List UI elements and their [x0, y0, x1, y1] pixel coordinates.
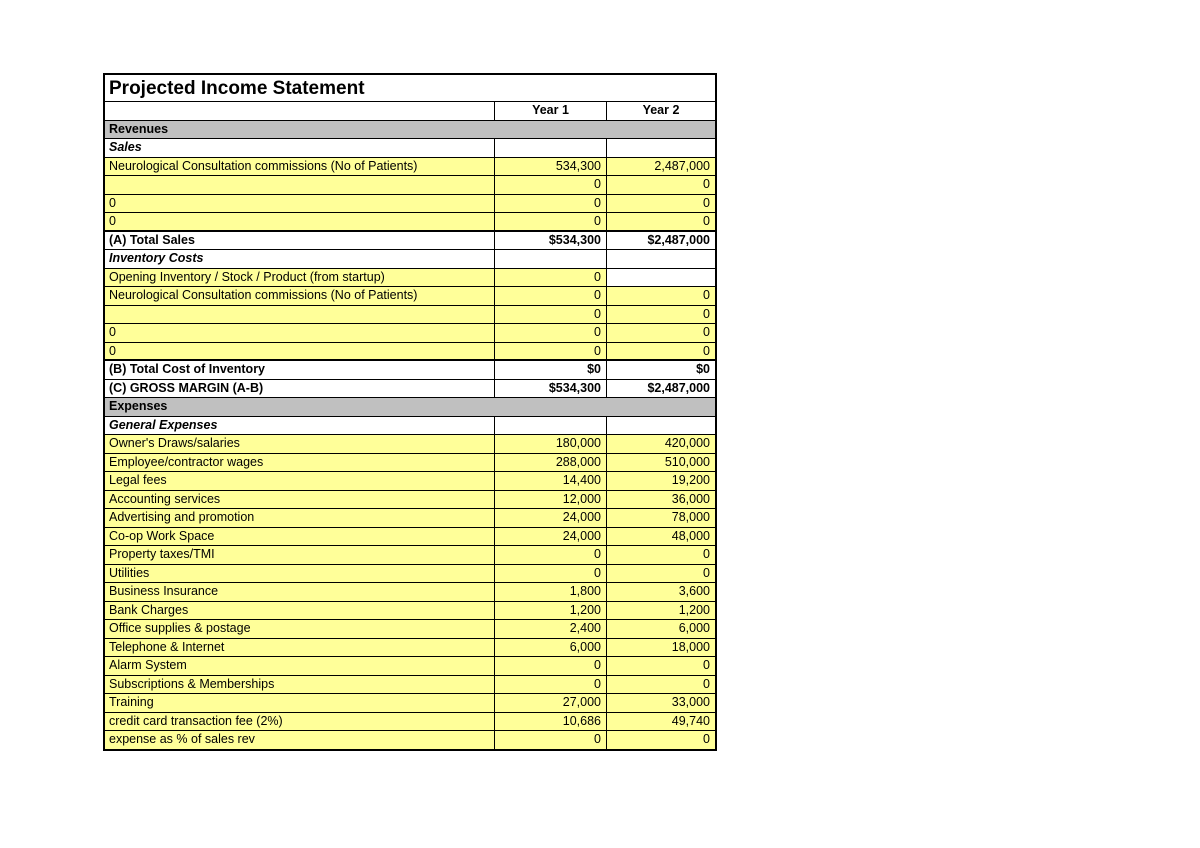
- table-row: [105, 546, 715, 565]
- row-label[interactable]: Neurological Consultation commissions (No of Patients): [105, 158, 495, 176]
- table-row: [105, 491, 715, 510]
- year2-value-cell: [607, 417, 715, 435]
- column-header-year1: Year 1: [495, 102, 607, 120]
- year1-value-cell[interactable]: 0: [495, 287, 607, 305]
- year1-value-cell[interactable]: 0: [495, 269, 607, 287]
- year2-value-cell[interactable]: 0: [607, 546, 715, 564]
- year2-value-cell[interactable]: 0: [607, 731, 715, 749]
- table-row: [105, 602, 715, 621]
- year1-value-cell[interactable]: 2,400: [495, 620, 607, 638]
- year2-value-cell: [607, 139, 715, 157]
- year1-value-cell[interactable]: 27,000: [495, 694, 607, 712]
- year2-value-cell[interactable]: 420,000: [607, 435, 715, 453]
- year2-value-cell[interactable]: 0: [607, 324, 715, 342]
- row-label[interactable]: Utilities: [105, 565, 495, 583]
- year1-value-cell[interactable]: 288,000: [495, 454, 607, 472]
- year1-value-cell[interactable]: 0: [495, 546, 607, 564]
- header-blank-cell: [105, 102, 495, 120]
- row-label: Sales: [105, 139, 495, 157]
- row-label[interactable]: 0: [105, 195, 495, 213]
- row-label[interactable]: Advertising and promotion: [105, 509, 495, 527]
- row-label[interactable]: Office supplies & postage: [105, 620, 495, 638]
- year1-value-cell[interactable]: 180,000: [495, 435, 607, 453]
- year2-value-cell[interactable]: 0: [607, 213, 715, 230]
- year1-value-cell[interactable]: 10,686: [495, 713, 607, 731]
- table-row: [105, 306, 715, 325]
- row-label[interactable]: Telephone & Internet: [105, 639, 495, 657]
- year2-value-cell[interactable]: 1,200: [607, 602, 715, 620]
- table-row: [105, 620, 715, 639]
- year1-value-cell: $534,300: [495, 380, 607, 398]
- row-label[interactable]: Alarm System: [105, 657, 495, 675]
- year1-value-cell[interactable]: 24,000: [495, 528, 607, 546]
- year1-value-cell[interactable]: 0: [495, 343, 607, 360]
- table-row: [105, 713, 715, 732]
- row-label[interactable]: Business Insurance: [105, 583, 495, 601]
- year2-value-cell: [607, 398, 715, 416]
- year2-value-cell[interactable]: 36,000: [607, 491, 715, 509]
- table-row: [105, 250, 715, 269]
- table-row: [105, 195, 715, 214]
- row-label: Revenues: [109, 121, 169, 136]
- sheet-title: Projected Income Statement: [105, 75, 715, 102]
- year2-value-cell[interactable]: 6,000: [607, 620, 715, 638]
- year2-value-cell[interactable]: 48,000: [607, 528, 715, 546]
- year2-value-cell[interactable]: 33,000: [607, 694, 715, 712]
- row-label[interactable]: Legal fees: [105, 472, 495, 490]
- row-label[interactable]: expense as % of sales rev: [105, 731, 495, 749]
- year2-value-cell[interactable]: 510,000: [607, 454, 715, 472]
- year1-value-cell[interactable]: 0: [495, 195, 607, 213]
- year2-value-cell: [607, 121, 715, 139]
- table-row: [105, 639, 715, 658]
- row-label[interactable]: Neurological Consultation commissions (No of Patients): [105, 287, 495, 305]
- year1-value-cell: [495, 139, 607, 157]
- row-label[interactable]: 0: [105, 343, 495, 360]
- column-header-row: [105, 102, 715, 121]
- table-row: [105, 158, 715, 177]
- row-label[interactable]: Bank Charges: [105, 602, 495, 620]
- table-row: [105, 731, 715, 750]
- row-label[interactable]: Training: [105, 694, 495, 712]
- year1-value-cell[interactable]: 0: [495, 657, 607, 675]
- row-label[interactable]: Subscriptions & Memberships: [105, 676, 495, 694]
- year2-value-cell[interactable]: 0: [607, 287, 715, 305]
- row-label[interactable]: 0: [105, 213, 495, 230]
- year1-value-cell: [495, 398, 607, 416]
- year2-value-cell[interactable]: 0: [607, 657, 715, 675]
- year1-value-cell: [495, 121, 607, 139]
- row-label[interactable]: Employee/contractor wages: [105, 454, 495, 472]
- year1-value-cell[interactable]: 12,000: [495, 491, 607, 509]
- year1-value-cell[interactable]: 24,000: [495, 509, 607, 527]
- year2-value-cell[interactable]: 0: [607, 676, 715, 694]
- year2-value-cell: $2,487,000: [607, 380, 715, 398]
- year2-value-cell: $0: [607, 361, 715, 379]
- row-label[interactable]: [105, 306, 495, 324]
- table-row: [105, 380, 715, 399]
- table-row: [105, 454, 715, 473]
- table-row: [105, 121, 715, 140]
- year1-value-cell[interactable]: 0: [495, 676, 607, 694]
- table-row: [105, 343, 715, 362]
- year1-value-cell[interactable]: 6,000: [495, 639, 607, 657]
- year2-value-cell[interactable]: 18,000: [607, 639, 715, 657]
- year1-value-cell[interactable]: 0: [495, 176, 607, 194]
- year2-value-cell[interactable]: 19,200: [607, 472, 715, 490]
- row-label: Expenses: [109, 399, 168, 413]
- table-row: [105, 509, 715, 528]
- year2-value-cell[interactable]: 0: [607, 343, 715, 360]
- year2-value-cell[interactable]: 78,000: [607, 509, 715, 527]
- table-row: [105, 565, 715, 584]
- table-row: [105, 361, 715, 380]
- table-row: [105, 324, 715, 343]
- table-row: [105, 139, 715, 158]
- year1-value-cell[interactable]: 0: [495, 324, 607, 342]
- year1-value-cell[interactable]: 14,400: [495, 472, 607, 490]
- row-label[interactable]: Accounting services: [105, 491, 495, 509]
- year1-value-cell: [495, 417, 607, 435]
- year1-value-cell[interactable]: 534,300: [495, 158, 607, 176]
- row-label[interactable]: [105, 176, 495, 194]
- year1-value-cell: $0: [495, 361, 607, 379]
- column-header-year2: Year 2: [642, 103, 680, 117]
- table-row: [105, 232, 715, 251]
- table-row: [105, 472, 715, 491]
- table-row: [105, 269, 715, 288]
- table-row: [105, 417, 715, 436]
- year2-value-cell[interactable]: 0: [607, 306, 715, 324]
- year1-value-cell: [495, 250, 607, 268]
- income-statement-sheet: [103, 73, 717, 751]
- table-row: [105, 435, 715, 454]
- year2-value-cell[interactable]: 0: [607, 195, 715, 213]
- row-label[interactable]: 0: [105, 324, 495, 342]
- year2-value-cell[interactable]: 3,600: [607, 583, 715, 601]
- year1-value-cell[interactable]: 1,800: [495, 583, 607, 601]
- year1-value-cell[interactable]: 1,200: [495, 602, 607, 620]
- year2-value-cell[interactable]: 0: [607, 176, 715, 194]
- year2-value-cell[interactable]: 2,487,000: [607, 158, 715, 176]
- row-label[interactable]: Property taxes/TMI: [105, 546, 495, 564]
- row-label: Inventory Costs: [105, 250, 495, 268]
- row-label[interactable]: credit card transaction fee (2%): [105, 713, 495, 731]
- year1-value-cell[interactable]: 0: [495, 213, 607, 230]
- year1-value-cell[interactable]: 0: [495, 306, 607, 324]
- table-row: [105, 676, 715, 695]
- row-label[interactable]: Opening Inventory / Stock / Product (from startup): [105, 269, 495, 287]
- year2-value-cell[interactable]: 0: [607, 565, 715, 583]
- year2-value-cell[interactable]: 49,740: [607, 713, 715, 731]
- year1-value-cell[interactable]: 0: [495, 565, 607, 583]
- row-label[interactable]: Co-op Work Space: [105, 528, 495, 546]
- year1-value-cell: $534,300: [495, 232, 607, 250]
- table-row: [105, 694, 715, 713]
- row-label: General Expenses: [105, 417, 495, 435]
- year2-value-cell: [607, 250, 715, 268]
- year2-value-cell: $2,487,000: [607, 232, 715, 250]
- table-row: [105, 176, 715, 195]
- row-label[interactable]: Owner's Draws/salaries: [105, 435, 495, 453]
- table-row: [105, 287, 715, 306]
- table-row: [105, 657, 715, 676]
- table-row: [105, 528, 715, 547]
- row-label: (B) Total Cost of Inventory: [105, 361, 495, 379]
- table-row: [105, 583, 715, 602]
- row-label: (A) Total Sales: [105, 232, 495, 250]
- statement-rows: [105, 121, 715, 750]
- row-label: (C) GROSS MARGIN (A-B): [105, 380, 495, 398]
- table-row: [105, 398, 715, 417]
- year1-value-cell[interactable]: 0: [495, 731, 607, 749]
- year2-value-cell[interactable]: [607, 269, 715, 287]
- table-row: [105, 213, 715, 232]
